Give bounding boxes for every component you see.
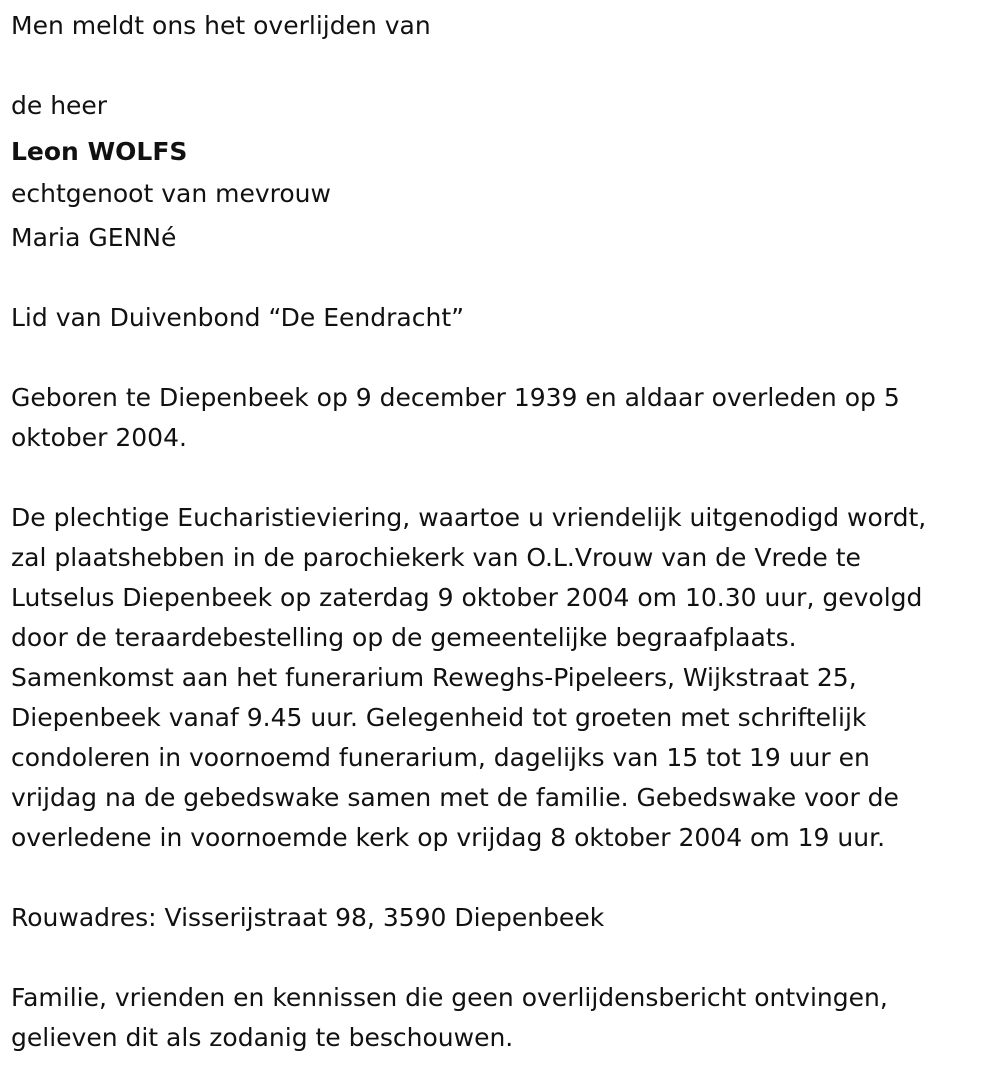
membership-text: Lid van Duivenbond “De Eendracht” (11, 303, 465, 332)
spacer (11, 858, 1000, 898)
paragraph-line: Familie, vrienden en kennissen die geen overlijdensbericht ontvingen, (11, 983, 888, 1012)
spacer (11, 46, 1000, 86)
spacer (11, 338, 1000, 378)
paragraph-line: De plechtige Eucharistieviering, waartoe u vriendelijk uitgenodigd wordt, (11, 503, 927, 532)
paragraph-line: zal plaatshebben in de parochiekerk van O.L.Vrouw van de Vrede te (11, 543, 861, 572)
honorific: de heer (11, 91, 108, 120)
spacer (11, 258, 1000, 298)
paragraph-line: oktober 2004. (11, 423, 187, 452)
spacer (11, 458, 1000, 498)
spouse-label: echtgenoot van mevrouw (11, 179, 331, 208)
paragraph-line: Samenkomst aan het funerarium Reweghs-Pipeleers, Wijkstraat 25, (11, 663, 857, 692)
ceremony-paragraph (11, 498, 996, 858)
spacer (11, 938, 1000, 978)
paragraph-line: Diepenbeek vanaf 9.45 uur. Gelegenheid tot groeten met schriftelijk (11, 703, 867, 732)
birth-death-paragraph (11, 378, 996, 458)
paragraph-line: vrijdag na de gebedswake samen met de familie. Gebedswake voor de (11, 783, 899, 812)
paragraph-line: overledene in voornoemde kerk op vrijdag 8 oktober 2004 om 19 uur. (11, 823, 886, 852)
mourning-address: Rouwadres: Visserijstraat 98, 3590 Diepenbeek (11, 903, 605, 932)
deceased-name: Leon WOLFS (11, 137, 188, 166)
intro-text: Men meldt ons het overlijden van (11, 11, 431, 40)
paragraph-line: Lutselus Diepenbeek op zaterdag 9 oktober 2004 om 10.30 uur, gevolgd (11, 583, 923, 612)
paragraph-line: door de teraardebestelling op de gemeentelijke begraafplaats. (11, 623, 797, 652)
paragraph-line: Geboren te Diepenbeek op 9 december 1939 en aldaar overleden op 5 (11, 383, 900, 412)
paragraph-line: condoleren in voornoemd funerarium, dagelijks van 15 tot 19 uur en (11, 743, 870, 772)
paragraph-line: gelieven dit als zodanig te beschouwen. (11, 1023, 514, 1052)
closing-paragraph (11, 978, 996, 1058)
spouse-name: Maria GENNé (11, 223, 177, 252)
